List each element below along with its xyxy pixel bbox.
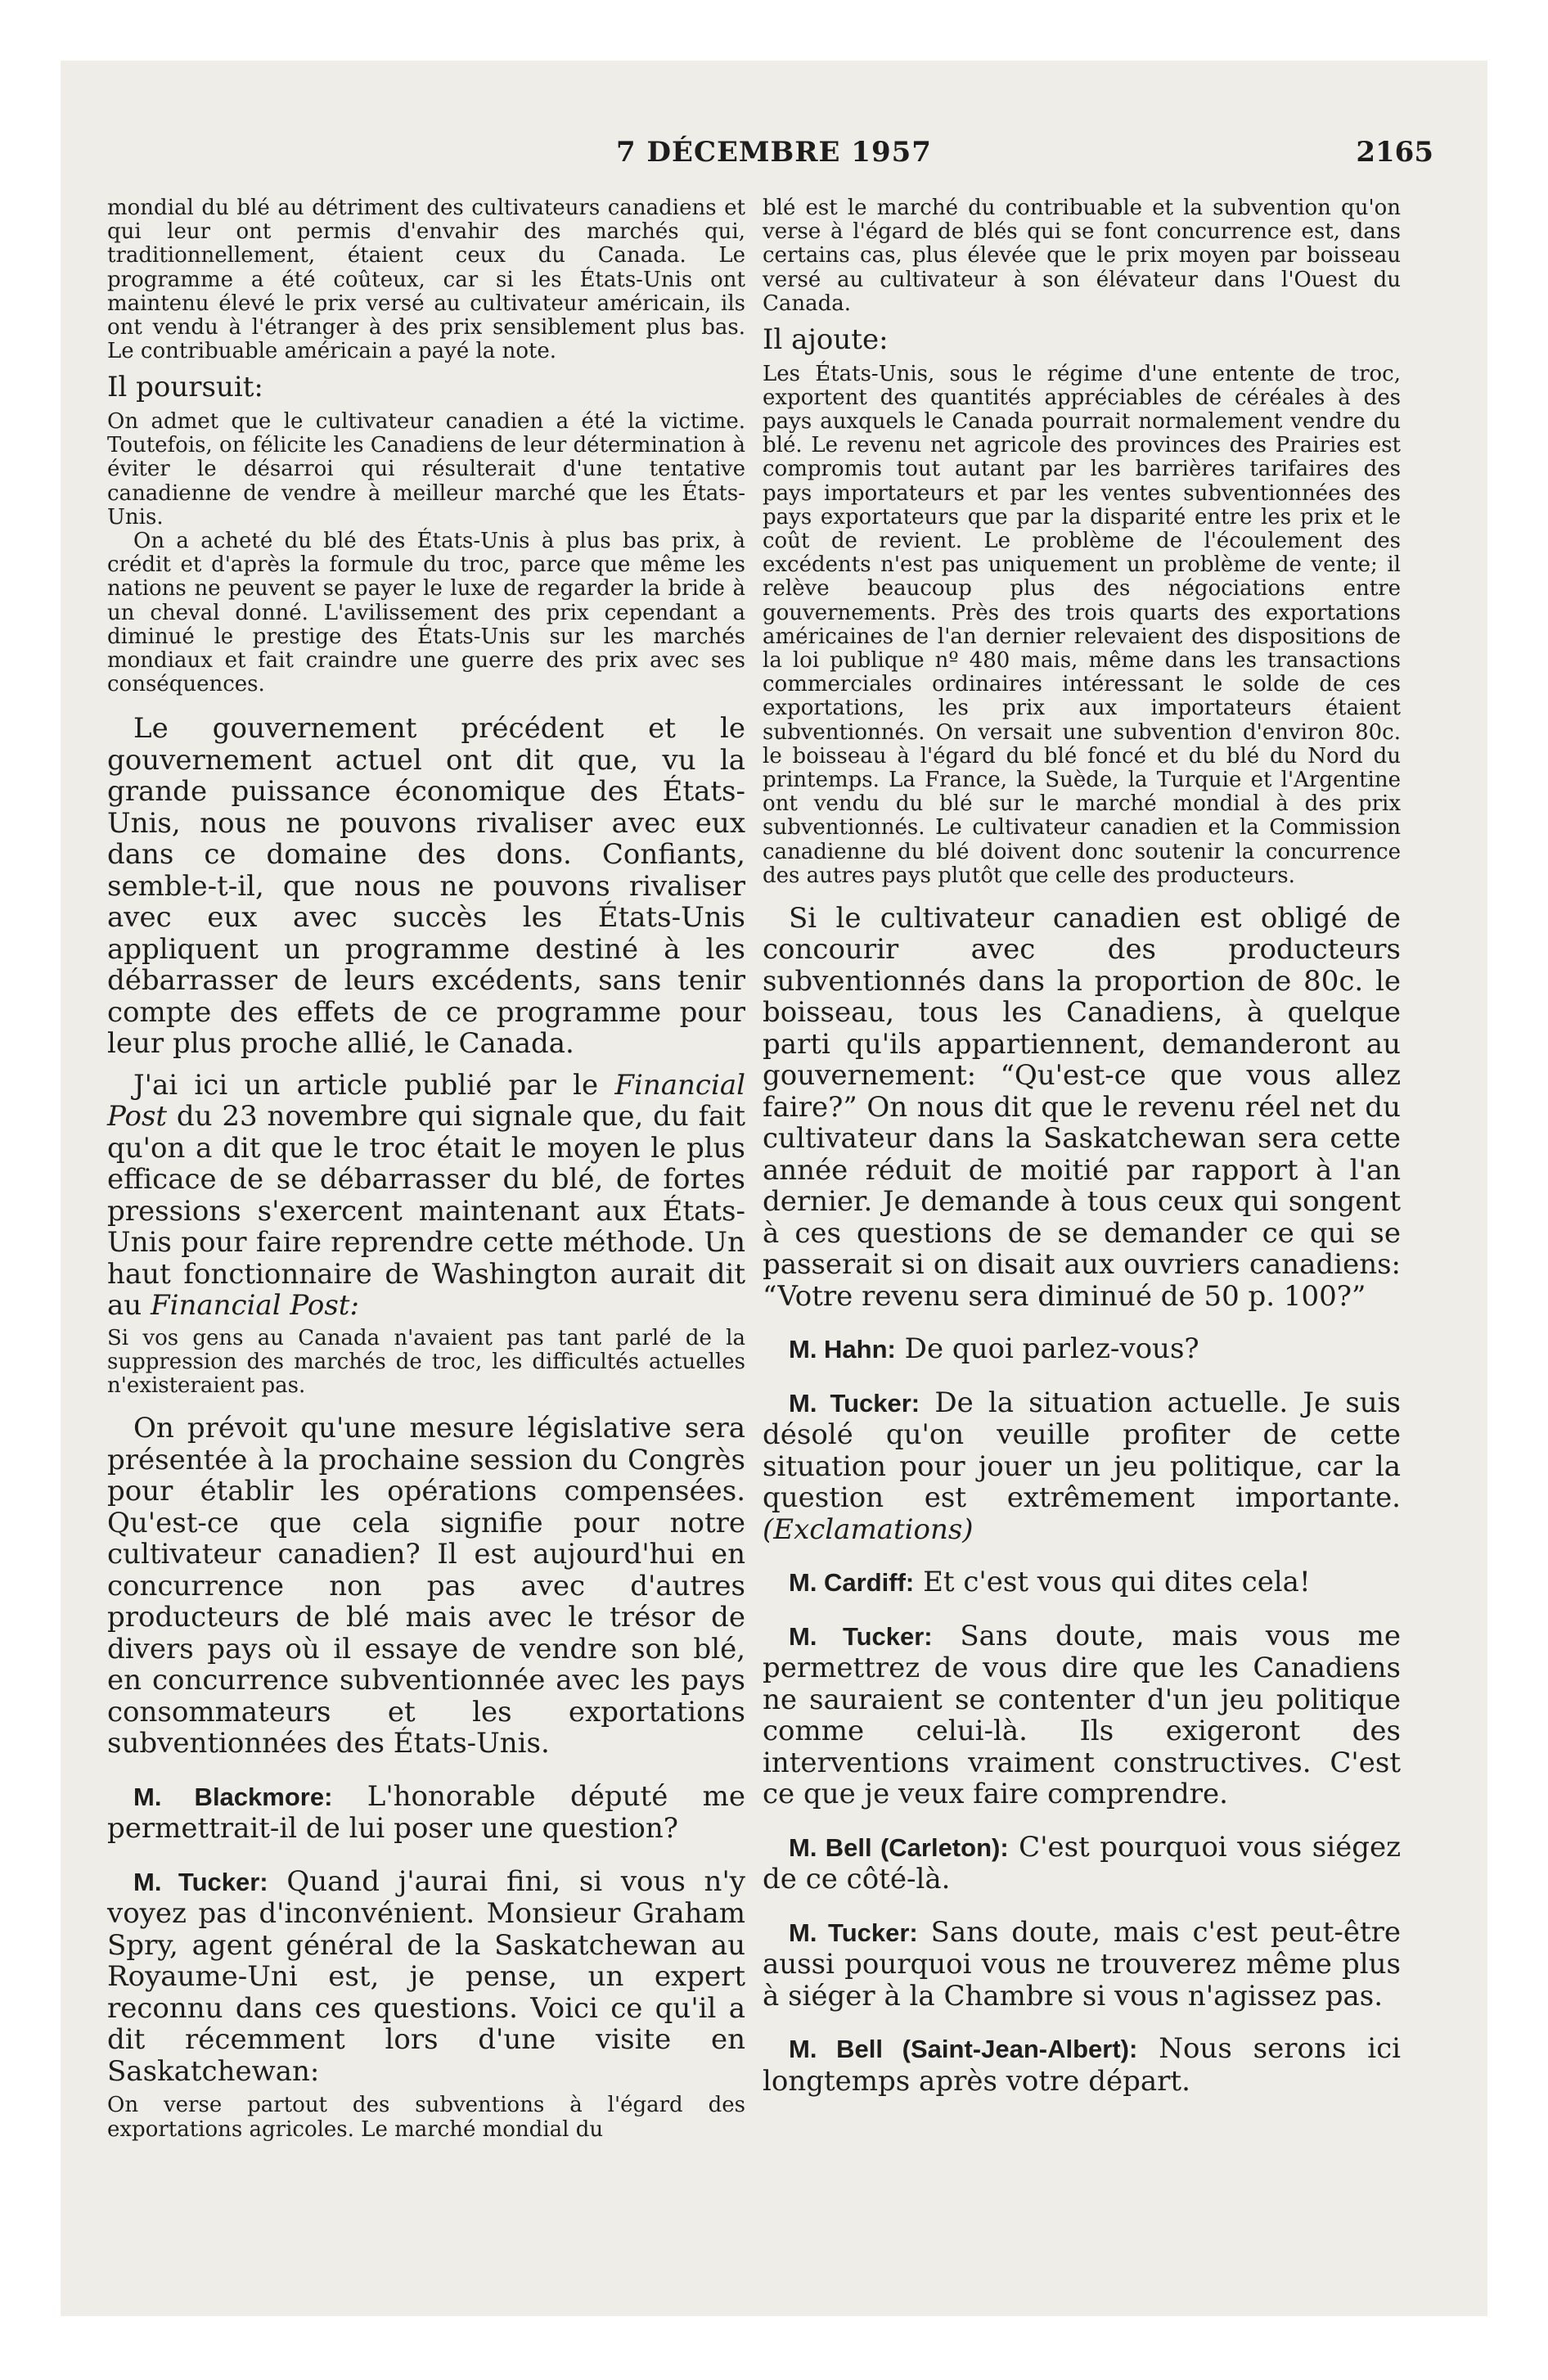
quote-paragraph: Si vos gens au Canada n'avaient pas tant parlé de la suppression des marchés de troc, les difficultés actuelles n'existeraient pas. [107,1325,745,1399]
page [61,61,1487,2316]
speech-text: Sans doute, mais vous me permettrez de vous dire que les Canadiens ne sauraient se contenter d'un jeu politique comme celui-là. Ils exigeront des interventions vraiment constructives. C'est ce que je veux faire comprendre. [763,1619,1402,1811]
page-header [61,136,1487,185]
speaker-name: M. Bell (Carleton): [789,1832,1009,1862]
speech-text: De la situation actuelle. Je suis désolé qu'on veuille profiter de cette situation pour jouer un jeu politique, car la question est extrêmement importante. [763,1386,1401,1515]
intro-line: Il poursuit: [107,371,263,404]
quote-paragraph: On verse partout des subventions à l'égard des exportations agricoles. Le marché mondial du [107,2093,745,2142]
speech-paragraph [763,1387,1401,1546]
publication-title: Financial Post: [150,1289,359,1323]
speaker-name: M. Bell (Saint-Jean-Albert): [789,2035,1138,2064]
quote-paragraph: On admet que le cultivateur canadien a été la victime. Toutefois, on félicite les Canadiens de leur détermination à éviter le désarroi qui résulterait d'une tentative canadienne de vendre à meilleur marché que les États-Unis. [107,408,745,530]
speech-paragraph [763,1917,1401,2013]
speech-text: Nous serons ici longtemps après votre départ. [763,2032,1401,2098]
text-run: du 23 novembre qui signale que, du fait qu'on a dit que le troc était le moyen le plus efficace de se débarrasser du blé, de fortes pressions s'exercent maintenant aux États-Unis pour faire reprendre cette méthode. Un haut fonctionnaire de Washington aurait dit au [107,1100,745,1323]
speech-paragraph [763,1333,1401,1366]
body-paragraph [107,1070,745,1322]
quote-paragraph: blé est le marché du contribuable et la subvention qu'on verse à l'égard de blés qui se font concurrence est, dans certains cas, plus élevée que le prix moyen par boisseau versé au cultivateur à son élévateur dans l'Ouest du Canada. [763,196,1401,316]
speaker-name: M. Tucker: [133,1867,268,1896]
speech-text: Sans doute, mais c'est peut-être aussi pourquoi vous ne trouverez même plus à siéger à la Chambre si vous n'agissez pas. [763,1915,1402,2013]
speaker-name: M. Hahn: [789,1335,896,1364]
page-number: 2165 [1356,136,1433,169]
quote-paragraph: On a acheté du blé des États-Unis à plus bas prix, à crédit et d'après la formule du troc, parce que même les nations ne peuvent se payer le luxe de regarder la bride à un cheval donné. L'avilissement des prix cependant a diminué le prestige des États-Unis sur les marchés mondiaux et fait craindre une guerre des prix avec ses conséquences. [107,528,745,697]
body-paragraph: Le gouvernement précédent et le gouvernement actuel ont dit que, vu la grande puissance économique des États-Unis, nous ne pouvons rivaliser avec eux dans ce domaine des dons. Confiants, semble-t-il, que nous ne pouvons rivaliser avec eux avec succès les États-Unis appliquent un programme destiné à les débarrasser de leurs excédents, sans tenir compte des effets de ce programme pour leur plus proche allié, le Canada. [107,712,745,1061]
speech-paragraph [763,1566,1401,1599]
speech-paragraph [763,1620,1401,1810]
quote-paragraph: mondial du blé au détriment des cultivateurs canadiens et qui leur ont permis d'envahir des marchés qui, traditionnellement, étaient ceux du Canada. Le programme a été coûteux, car si les États-Unis ont maintenu élevé le prix versé au cultivateur américain, ils ont vendu à l'étranger à des prix sensiblement plus bas. Le contribuable américain a payé la note. [107,196,745,364]
speech-text: L'honorable député me permettrait-il de lui poser une question? [107,1779,746,1846]
speech-text: Et c'est vous qui dites cela! [914,1566,1311,1599]
right-column [763,196,1401,2102]
speech-text: Quand j'aurai fini, si vous n'y voyez pas d'inconvénient. Monsieur Graham Spry, agent général de la Saskatchewan au Royaume-Uni est, je pense, un expert reconnu dans ces questions. Voici ce qu'il a dit récemment lors d'une visite en Saskatchewan: [107,1864,746,2088]
speech-paragraph [763,2033,1401,2097]
speaker-name: M. Blackmore: [133,1782,333,1811]
header-date: 7 DÉCEMBRE 1957 [616,136,932,169]
speaker-name: M. Tucker: [789,1388,920,1418]
left-column [107,196,745,2142]
speech-text: De quoi parlez-vous? [895,1332,1199,1366]
speech-paragraph [763,1832,1401,1895]
body-paragraph: On prévoit qu'une mesure législative sera présentée à la prochaine session du Congrès pour établir les opérations compensées. Qu'est-ce que cela signifie pour notre cultivateur canadien? Il est aujourd'hui en concurrence non pas avec d'autres producteurs de blé mais avec le trésor de divers pays où il essaye de vendre son blé, en concurrence subventionnée avec les pays consommateurs et les exportations subventionnées des États-Unis. [107,1412,745,1760]
speech-paragraph [107,1866,745,2088]
stage-direction: (Exclamations) [763,1512,974,1546]
speech-paragraph [107,1781,745,1845]
publication-title: Financial Post [107,1068,745,1134]
speaker-name: M. Tucker: [789,1918,918,1947]
speaker-name: M. Cardiff: [789,1568,915,1598]
body-paragraph: Si le cultivateur canadien est obligé de concourir avec des producteurs subventionnés dans la proportion de 80c. le boisseau, tous les Canadiens, à quelque parti qu'ils appartiennent, demanderont au gouvernement: “Qu'est-ce que vous allez faire?” On nous dit que le revenu réel net du cultivateur dans la Saskatchewan sera cette année réduit de moitié par rapport à l'an dernier. Je demande à tous ceux qui songent à ces questions de se demander ce qui se passerait si on disait aux ouvriers canadiens: “Votre revenu sera diminué de 50 p. 100?” [763,901,1401,1313]
intro-line: Il ajoute: [763,323,889,357]
speaker-name: M. Tucker: [789,1621,933,1651]
text-run: J'ai ici un article publié par le [133,1068,615,1102]
quote-paragraph: Les États-Unis, sous le régime d'une entente de troc, exportent des quantités appréciables de céréales à des pays auxquels le Canada pourrait normalement vendre du blé. Le revenu net agricole des provinces des Prairies est compromis tout autant par les barrières tarifaires des pays importateurs et par les ventes subventionnées des pays exportateurs que par la disparité entre les prix et le coût de revient. Le problème de l'écoulement des excédents n'est pas uniquement un problème de vente; il relève beaucoup plus des négociations entre gouvernements. Près des trois quarts des exportations américaines de l'an dernier relevaient des dispositions de la loi publique nº 480 mais, même dans les transactions commerciales ordinaires intéressant le solde de ces exportations, les prix aux importateurs étaient subventionnés. On versait une subvention d'environ 80c. le boisseau à l'égard du blé foncé et du blé du Nord du printemps. La France, la Suède, la Turquie et l'Argentine ont vendu du blé sur le marché mondial à des prix subventionnés. Le cultivateur canadien et la Commission canadienne du blé doivent donc soutenir la concurrence des autres pays plutôt que celle des producteurs. [763,361,1401,888]
speech-text: C'est pourquoi vous siégez de ce côté-là. [763,1830,1401,1896]
